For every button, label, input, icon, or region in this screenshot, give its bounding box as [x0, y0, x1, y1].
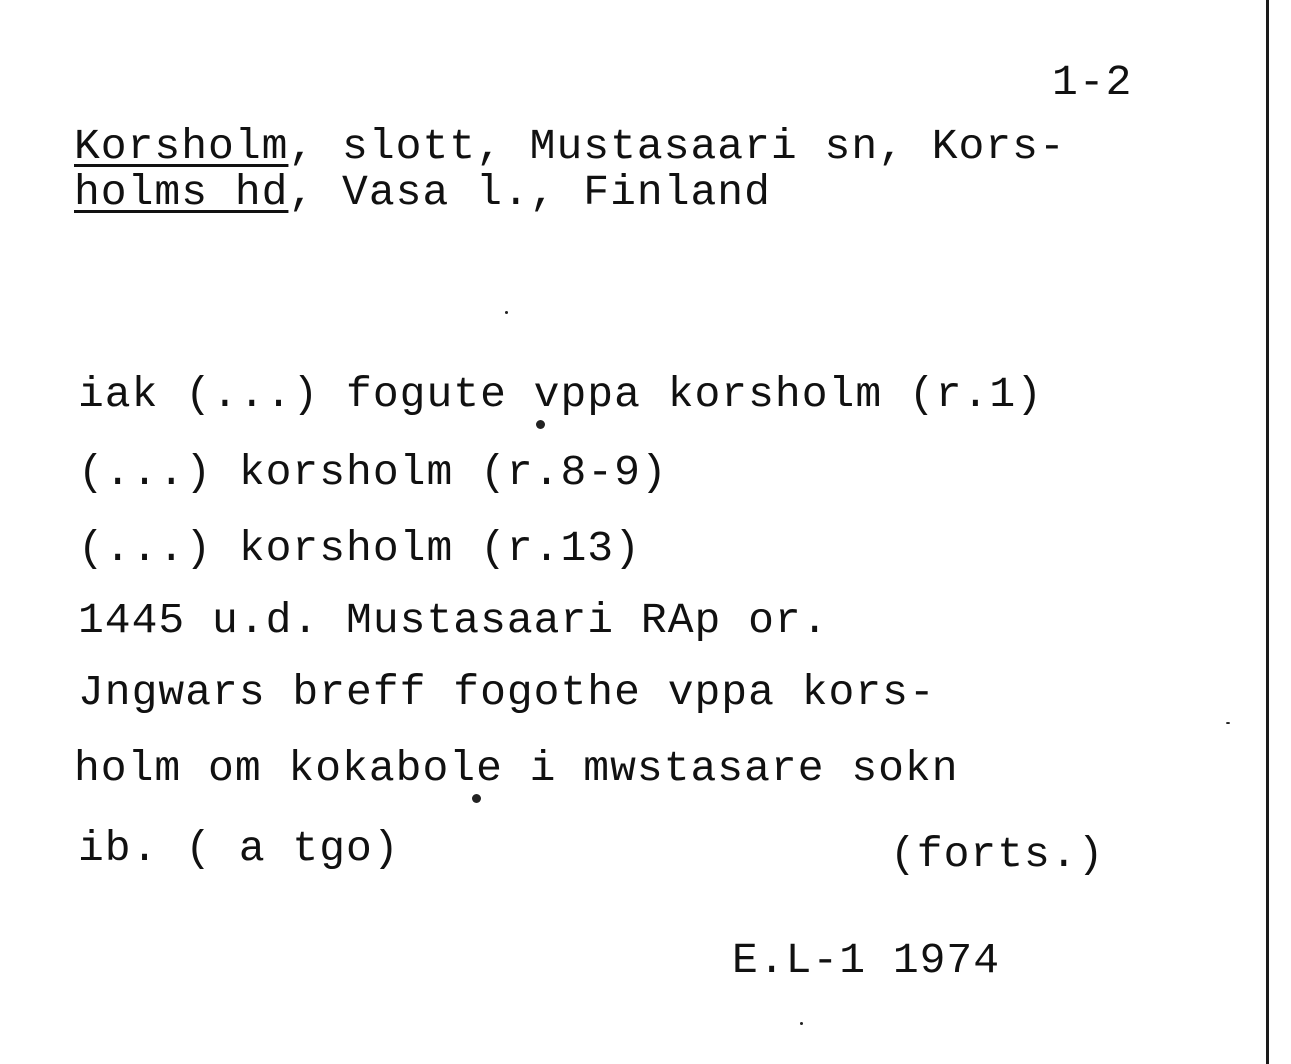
signature: E.L-1 1974 [732, 936, 1001, 985]
heading-line-2 [74, 168, 771, 218]
heading-district: holms hd [74, 168, 289, 217]
paper-speck [1226, 722, 1230, 724]
paper-speck [505, 311, 508, 314]
continued-note: (forts.) [890, 830, 1105, 879]
card-number: 1-2 [1052, 58, 1133, 107]
heading-line-1-rest: , slott, Mustasaari sn, Kors- [288, 122, 1066, 171]
entry-line: holm om kokabole i mwstasare sokn [74, 744, 959, 793]
entry-line: Jngwars breff fogothe vppa kors- [78, 668, 936, 717]
diacritic-dot [472, 794, 481, 803]
reference-line: ib. ( a tgo) [78, 824, 400, 873]
heading-line-1 [74, 122, 1066, 172]
heading-line-2-rest: , Vasa l., Finland [288, 168, 771, 217]
paper-speck [800, 1022, 803, 1025]
entry-line: iak (...) fogute vppa korsholm (r.1) [78, 370, 1043, 419]
card-edge-line [1266, 0, 1269, 1064]
entry-line: (...) korsholm (r.8-9) [78, 448, 668, 497]
entry-line: (...) korsholm (r.13) [78, 524, 641, 573]
entry-line: 1445 u.d. Mustasaari RAp or. [78, 596, 829, 645]
heading-place: Korsholm [74, 122, 289, 171]
diacritic-dot [536, 420, 545, 429]
